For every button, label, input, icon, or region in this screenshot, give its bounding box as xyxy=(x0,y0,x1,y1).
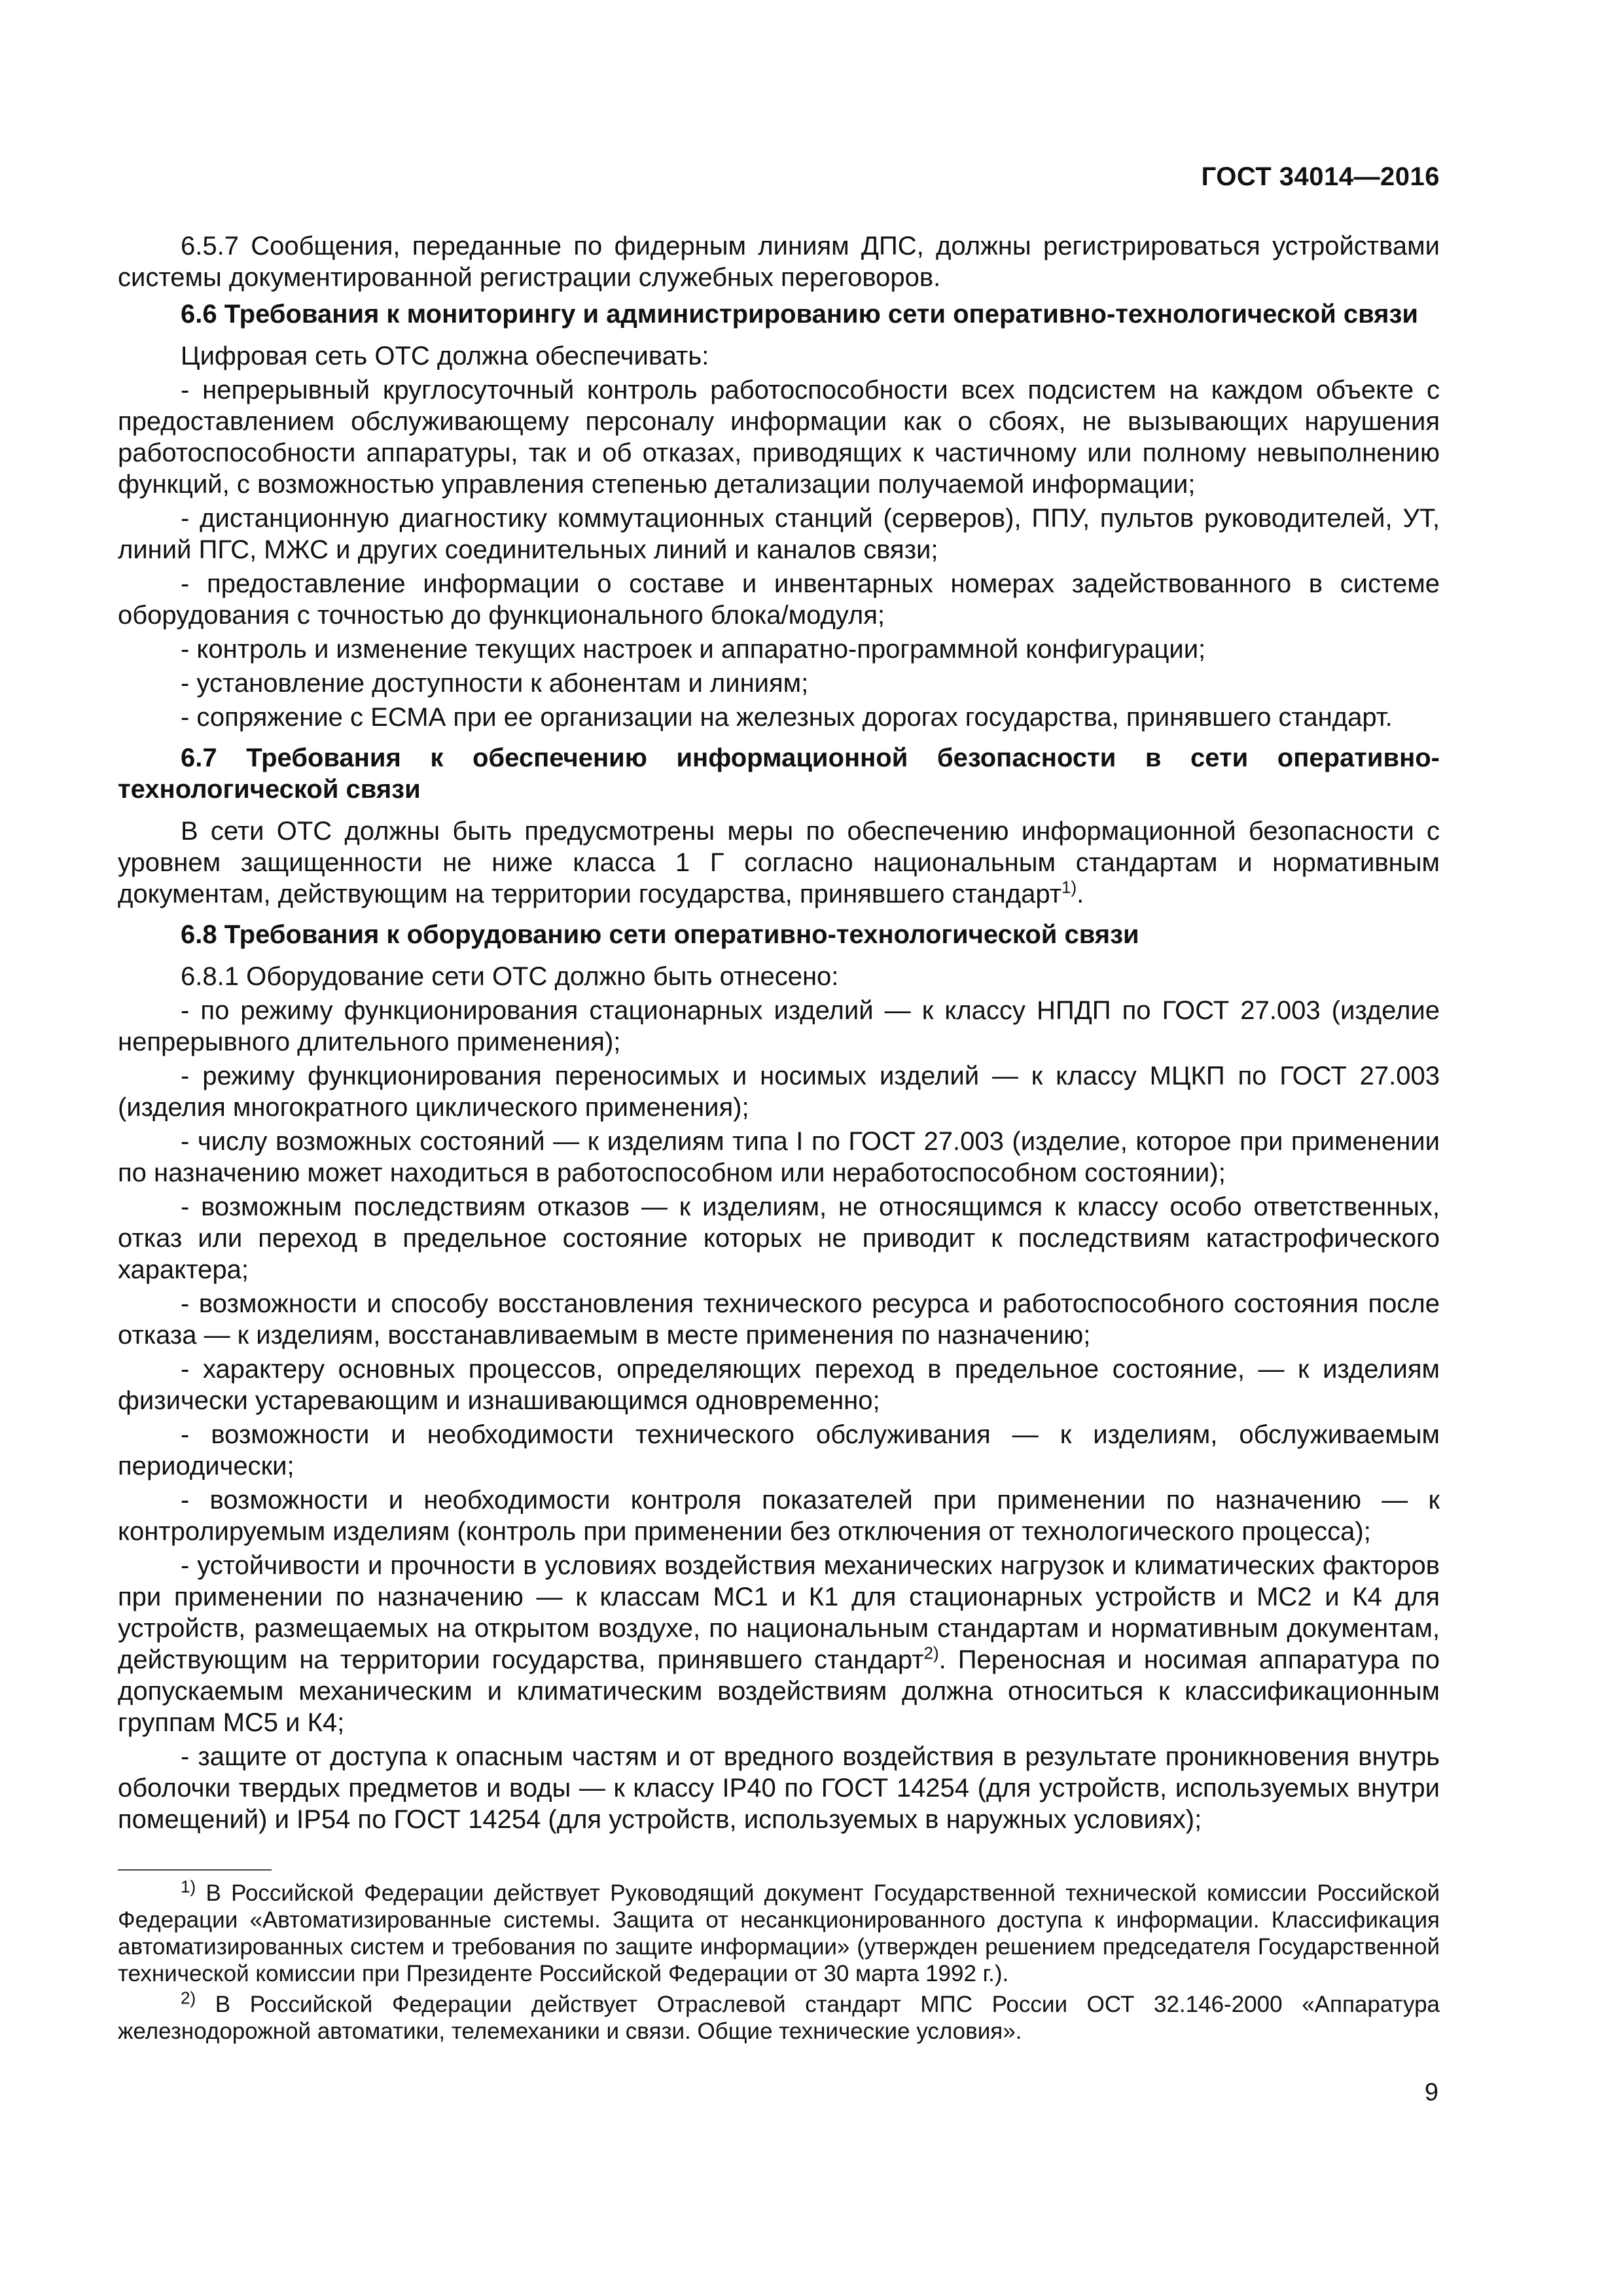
paragraph-6-7-text: В сети ОТС должны быть предусмотрены меры по обеспечению информационной безопасности с уровнем защищенности не ниже класса 1 Г согласно национальным стандартам и нормативным документам, действующим на территории государства, принявшего стандарт xyxy=(118,817,1440,908)
list-item-ip: - защите от доступа к опасным частям и от вредного воздействия в результате проникновения внутрь оболочки твердых предметов и воды — к классу IP40 по ГОСТ 14254 (для устройств, используемых внутри помещений) и IP54 по ГОСТ 14254 (для устройств, используемых в наружных условиях); xyxy=(118,1742,1440,1834)
list-item-climate-text: - устойчивости и прочности в условиях воздействия механических нагрузок и климатических факторов при применении по назначению — к классам МС1 и К1 для стационарных устройств и МС2 и К4 для устройств, размещаемых на открытом воздухе, по национальным стандартам и нормативным документам, действующим на территории государства, принявшего стандарт xyxy=(118,1551,1440,1674)
list-item: - сопряжение с ЕСМА при ее организации на железных дорогах государства, принявшего стандарт. xyxy=(181,703,1393,732)
list-item: - возможности и необходимости контроля показателей при применении по назначению — к контролируемым изделиям (контроль при применении без отключения от технологического процесса); xyxy=(118,1486,1440,1546)
list-item: - режиму функционирования переносимых и носимых изделий — к классу МЦКП по ГОСТ 27.003 (изделия многократного циклического применения); xyxy=(118,1062,1440,1122)
page-number: 9 xyxy=(1424,2079,1438,2106)
main-text xyxy=(118,230,1440,1838)
list-item: - характеру основных процессов, определяющих переход в предельное состояние, — к изделиям физически устаревающим и изнашивающимся одновременно; xyxy=(118,1355,1440,1415)
footnote-2 xyxy=(118,1988,1440,2045)
list-item: - по режиму функционирования стационарных изделий — к классу НПДП по ГОСТ 27.003 (изделие непрерывного длительного применения); xyxy=(118,996,1440,1056)
footnote-mark-1: 1) xyxy=(181,1876,196,1897)
paragraph-6-7 xyxy=(118,816,1440,910)
paragraph-6-5-7: 6.5.7 Сообщения, переданные по фидерным линиям ДПС, должны регистрироваться устройствами системы документированной регистрации служебных переговоров. xyxy=(118,232,1440,292)
footnote-text-1: В Российской Федерации действует Руководящий документ Государственной технической комиссии Российской Федерации «Автоматизированные системы. Защита от несанкционированного доступа к информации. Классификация автоматизированных систем и требования по защите информации» (утвержден решением председателя Государственной технической комиссии при Президенте Российской Федерации от 30 марта 1992 г.). xyxy=(118,1880,1440,1986)
document-id-header: ГОСТ 34014—2016 xyxy=(1201,162,1440,191)
paragraph-6-7-end: . xyxy=(1077,880,1084,908)
list-item: - возможным последствиям отказов — к изделиям, не относящимся к классу особо ответственных, отказ или переход в предельное состояние которых не приводит к последствиям катастрофического характера; xyxy=(118,1193,1440,1284)
footnotes xyxy=(118,1876,1440,2049)
section-heading-6-8: 6.8 Требования к оборудованию сети оперативно-технологической связи xyxy=(181,920,1139,949)
list-item: - непрерывный круглосуточный контроль работоспособности всех подсистем на каждом объекте с предоставлением обслуживающему персоналу информации как о сбоях, не вызывающих нарушения работоспособности аппаратуры, так и об отказах, приводящих к частичному или полному невыполнению функций, с возможностью управления степенью детализации получаемой информации; xyxy=(118,376,1440,499)
list-item-climate-text-end: . Переносная и носимая аппаратура по допускаемым механическим и климатическим воздействиям должна относиться к классификационным группам МС5 и К4; xyxy=(118,1645,1440,1737)
list-item: - контроль и изменение текущих настроек и аппаратно-программной конфигурации; xyxy=(181,635,1206,664)
footnote-mark-2: 2) xyxy=(181,1988,196,2008)
paragraph-6-6-intro: Цифровая сеть ОТС должна обеспечивать: xyxy=(181,342,709,370)
list-item: - предоставление информации о составе и инвентарных номерах задействованного в системе оборудования с точностью до функционального блока/модуля; xyxy=(118,569,1440,630)
footnote-1 xyxy=(118,1876,1440,1987)
list-item: - числу возможных состояний — к изделиям типа I по ГОСТ 27.003 (изделие, которое при применении по назначению может находиться в работоспособном или неработоспособном состоянии); xyxy=(118,1127,1440,1187)
paragraph-6-8-1: 6.8.1 Оборудование сети ОТС должно быть отнесено: xyxy=(181,962,839,991)
list-item: - возможности и необходимости технического обслуживания — к изделиям, обслуживаемым периодически; xyxy=(118,1420,1440,1480)
list-item-climate xyxy=(118,1550,1440,1738)
list-item: - установление доступности к абонентам и линиям; xyxy=(181,669,809,698)
section-heading-6-7: 6.7 Требования к обеспечению информационной безопасности в сети оперативно-технологической связи xyxy=(118,744,1440,804)
footnote-divider xyxy=(118,1869,272,1871)
list-item: - возможности и способу восстановления технического ресурса и работоспособного состояния после отказа — к изделиям, восстанавливаемым в месте применения по назначению; xyxy=(118,1289,1440,1350)
section-heading-6-6: 6.6 Требования к мониторингу и администрированию сети оперативно-технологической связи xyxy=(181,300,1418,329)
footnote-ref-1: 1) xyxy=(1061,877,1077,897)
footnote-ref-2: 2) xyxy=(923,1643,939,1663)
footnote-text-2: В Российской Федерации действует Отраслевой стандарт МПС России ОСТ 32.146-2000 «Аппаратура железнодорожной автоматики, телемеханики и связи. Общие технические условия». xyxy=(118,1992,1440,2044)
list-item: - дистанционную диагностику коммутационных станций (серверов), ППУ, пультов руководителей, УТ, линий ПГС, МЖС и других соединительных линий и каналов связи; xyxy=(118,504,1440,564)
